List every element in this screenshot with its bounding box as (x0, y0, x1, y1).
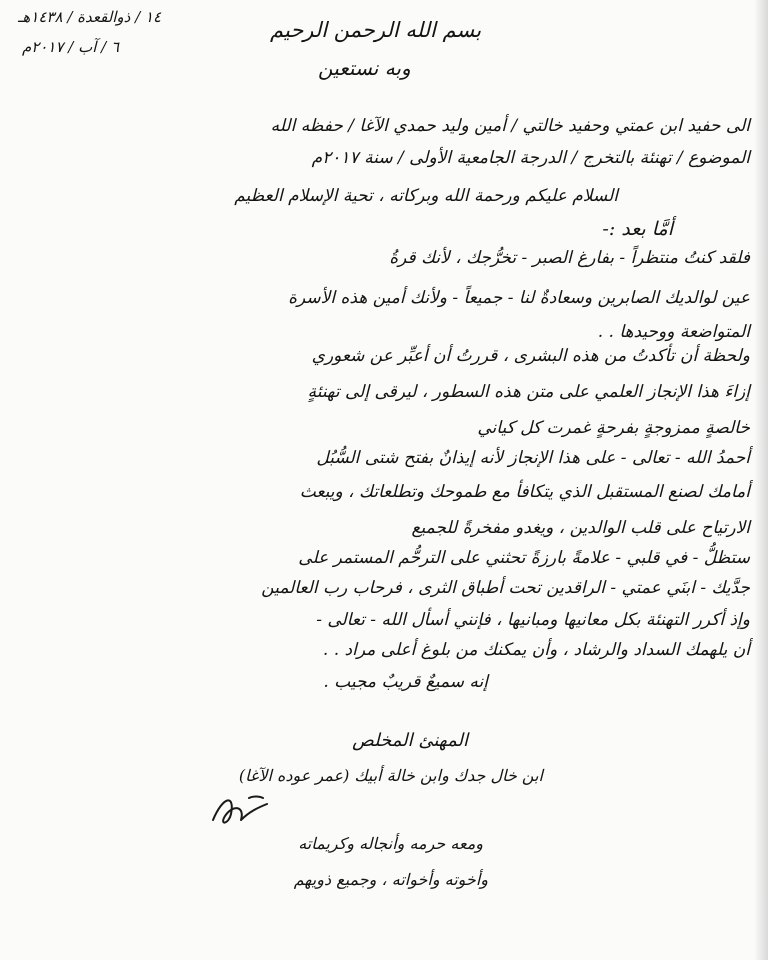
basmala-heading: بسم الله الرحمن الرحيم (270, 18, 482, 42)
scan-edge-shadow (754, 0, 768, 960)
body-line: عين لوالديك الصابرين وسعادةٌ لنا - جميعاً - ولأنك أمين هذه الأسرة (288, 288, 750, 308)
family-line-2: وأخوته وأخواته ، وجميع ذويهم (293, 870, 488, 889)
body-line: الارتياح على قلب الوالدين ، ويغدو مفخرةً للجميع (411, 518, 750, 538)
body-line: جدَّيك - ابنَي عمتي - الراقدين تحت أطباق الثرى ، فرحاب رب العالمين (261, 578, 750, 598)
body-line: المتواضعة ووحيدها . . (597, 322, 750, 342)
subject-line: الموضوع / تهنئة بالتخرج / الدرجة الجامعية الأولى / سنة ٢٠١٧م (311, 148, 750, 168)
greeting-line: السلام عليكم ورحمة الله وبركاته ، تحية الإسلام العظيم (234, 186, 618, 206)
nastaeen-heading: وبه نستعين (318, 56, 411, 80)
handwritten-signature (205, 786, 275, 834)
gregorian-date: ٦ / آب / ٢٠١٧م (22, 38, 120, 56)
family-line-1: ومعه حرمه وأنجاله وكريماته (298, 834, 483, 853)
body-line: إزاءَ هذا الإنجاز العلمي على متن هذه السطور ، ليرقى إلى تهنئةٍ (307, 382, 750, 402)
body-line: خالصةٍ ممزوجةٍ بفرحةٍ غمرت كل كياني (477, 418, 750, 438)
body-line: ستظلُّ - في قلبي - علامةً بارزةً تحثني على الترحُّم المستمر على (298, 548, 750, 568)
sender-name: ابن خال جدك وابن خالة أبيك (عمر عوده الآغا) (238, 766, 543, 785)
body-line: أن يلهمك السداد والرشاد ، وأن يمكنك من بلوغ أعلى مراد . . (322, 640, 750, 660)
hijri-date: ١٤ / ذوالقعدة / ١٤٣٨هـ (18, 8, 162, 26)
amma-baad-line: أمَّا بعد :- (602, 218, 673, 240)
body-line: وإذ أكرر التهنئة بكل معانيها ومبانيها ، فإنني أسأل الله - تعالى - (316, 610, 750, 630)
addressee-line: الى حفيد ابن عمتي وحفيد خالتي / أمين وليد حمدي الآغا / حفظه الله (270, 116, 750, 136)
body-line: أحمدُ الله - تعالى - على هذا الإنجاز لأنه إيذانٌ بفتح شتى السُّبُل (316, 448, 750, 468)
body-line: فلقد كنتُ منتظراً - بفارغ الصبر - تخرُّجك ، لأنك قرةُ (389, 248, 750, 268)
body-line: ولحظة أن تأكدتُ من هذه البشرى ، قررتُ أن أعبِّر عن شعوري (311, 346, 750, 366)
body-line: أمامك لصنع المستقبل الذي يتكافأ مع طموحك وتطلعاتك ، ويبعث (299, 482, 750, 502)
closing-title: المهنئ المخلص (352, 730, 468, 751)
body-line: إنه سميعٌ قريبٌ مجيب . (323, 672, 488, 692)
